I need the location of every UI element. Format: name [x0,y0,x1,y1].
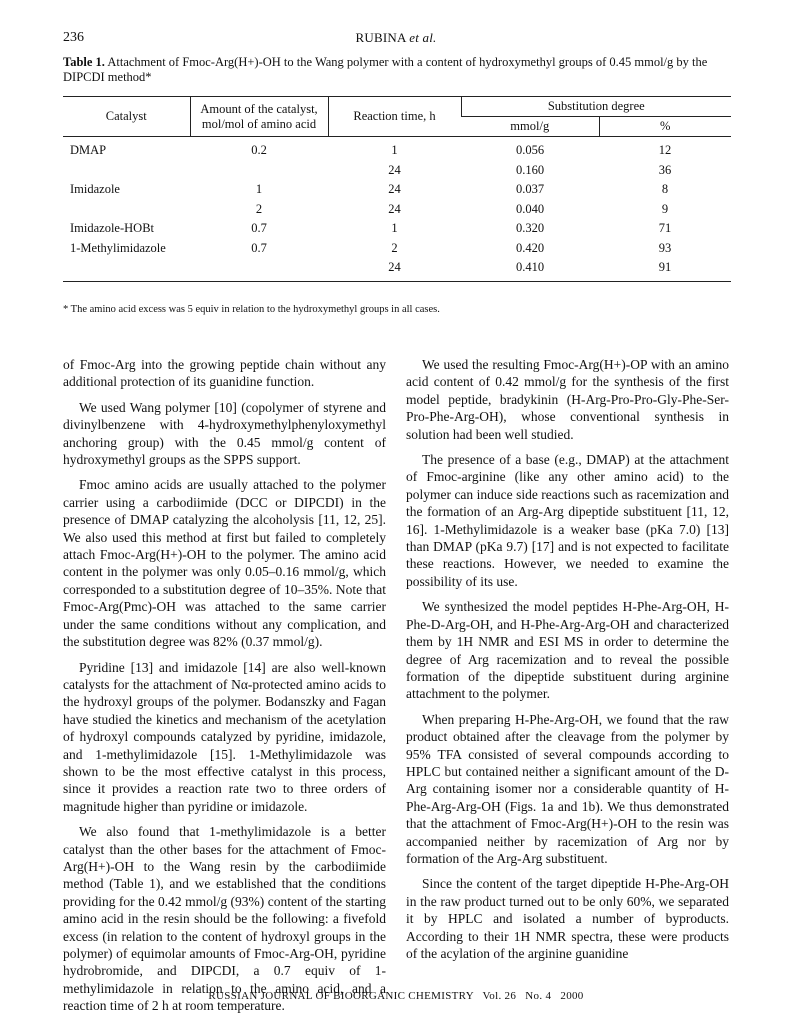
running-head-authors: RUBINA [355,30,406,45]
running-head [0,30,792,46]
paragraph: Pyridine [13] and imidazole [14] are also well-known catalysts for the attachment of Nα-protected amino acids to the hydroxyl groups of the polymer. Bodanszky and Fagan have studied the kinetics and mechanism of the acetylation of hydroxyl compounds catalyzed by pyridine, imidazole, and 1-methylimidazole [15]. 1-Methylimidazole was shown to be the most effective catalyst in this process, since it provides a reaction rate two to three orders of magnitude higher than pyridine or imidazole. [63,659,386,814]
header-substitution: Substitution degree [461,97,731,117]
cell-percent: 12 [658,143,672,157]
table-container [63,96,731,282]
cell-time: 24 [388,162,401,177]
table-footnote: * The amino acid excess was 5 equiv in relation to the hydroxymethyl groups in all cases. [63,304,440,315]
header-amount: Amount of the catalyst, mol/mol of amino acid [190,97,328,137]
cell-catalyst [63,161,190,181]
paragraph: We also found that 1-methylimidazole is a better catalyst than the other bases for the attachment of Fmoc-Arg(H+)-OH to the Wang resin by the carbodiimide method (Table 1), and we established that the conditions providing for the 0.42 mmol/g (93%) content of the starting amino acid in the resin should be the following: a fivefold excess (in relation to the content of hydroxyl groups in the polymer) of equimolar amounts of Fmoc-Arg-OH, pyridine hydrobromide, and DIPCDI, a 0.7 equiv of 1-methylimidazole in relation to the amino acid, and a reaction time of 2 h at room temperature. [63,824,386,1014]
table-row [63,200,731,220]
cell-mmol: 0.410 [461,258,599,281]
cell-percent: 36 [658,162,672,177]
cell-mmol: 0.320 [515,221,545,235]
cell-mmol: 0.037 [515,182,545,196]
cell-time: 24 [328,258,461,281]
cell-catalyst: 1-Methylimidazole [70,240,166,255]
table-row [63,180,731,200]
header-reaction-time: Reaction time, h [328,97,461,137]
cell-mmol: 0.040 [515,201,545,216]
cell-time: 24 [388,182,401,196]
header-percent: % [599,117,731,137]
cell-percent: 93 [658,240,672,255]
paragraph: of Fmoc-Arg into the growing peptide chain without any additional protection of its guanidine function. [63,357,386,390]
paragraph: We used the resulting Fmoc-Arg(H+)-OP with an amino acid content of 0.42 mmol/g for the synthesis of the first model peptide, bradykinin (H-Arg-Pro-Pro-Gly-Phe-Ser-Pro-Phe-Arg-OH), whose conventional synthesis in solution had been well studied. [406,357,729,442]
cell-amount [190,161,328,181]
cell-mmol: 0.160 [515,162,545,177]
cell-amount: 2 [255,201,263,216]
cell-mmol: 0.420 [515,240,545,255]
paragraph: The presence of a base (e.g., DMAP) at the attachment of Fmoc-arginine (like any other amino acid) to the polymer can induce side reactions such as racemization and the formation of an Arg-Arg dipeptide substituent [11, 12, 16]. 1-Methylimidazole is a weaker base (pKa 7.0) [13] than DMAP (pKa 9.7) [17] and is not expected to facilitate these reactions. However, we needed to examine the possibility of its use. [406,452,729,589]
page-number: 236 [63,30,84,45]
cell-catalyst: DMAP [70,143,107,157]
table-caption [63,55,731,85]
table-row [63,219,731,239]
running-head-et-al: et al. [409,30,437,45]
cell-amount: 0.2 [251,143,267,157]
header-catalyst: Catalyst [63,97,190,137]
cell-time: 2 [391,240,398,255]
cell-amount [190,258,328,281]
cell-mmol: 0.056 [515,143,545,157]
paragraph: We synthesized the model peptides H-Phe-Arg-OH, H-Phe-D-Arg-OH, and H-Phe-Arg-Arg-OH and characterized them by 1H NMR and ESI MS in order to determine the degree of Arg racemization and to reveal the possible formation of the dipeptide substituent during arginine attachment to the polymer. [406,599,729,702]
journal-footer: RUSSIAN JOURNAL OF BIOORGANIC CHEMISTRY Vol. 26 No. 4 2000 [208,990,584,1002]
left-column [63,356,386,1023]
table-row [63,258,731,281]
table-row [63,161,731,181]
cell-catalyst [63,200,190,220]
cell-amount: 1 [255,182,263,196]
cell-percent: 71 [658,221,672,235]
results-table [63,96,731,282]
table-caption-text: Attachment of Fmoc-Arg(H+)-OH to the Wang polymer with a content of hydroxymethyl groups of 0.45 mmol/g by the DIPCDI method* [63,55,708,84]
cell-time: 1 [391,143,398,157]
right-column [406,356,729,970]
cell-amount: 0.7 [251,221,267,235]
cell-catalyst [63,258,190,281]
cell-time: 24 [388,201,401,216]
cell-catalyst: Imidazole-HOBt [70,221,155,235]
paragraph: Fmoc amino acids are usually attached to the polymer carrier using a carbodiimide (DCC or DIPCDI) in the presence of DMAP catalyzing the alcoholysis [11, 12, 25]. We also used this method at first but failed to completely attach Fmoc-Arg(H+)-OH to the polymer. The amino acid content in the polymer was only 0.05–0.16 mmol/g, which corresponded to a substitution degree of 10–35%. Note that Fmoc-Arg(Pmc)-OH was attached to the same carrier under the same conditions without any complication, and the substitution degree was 82% (0.37 mmol/g). [63,477,386,650]
paragraph: When preparing H-Phe-Arg-OH, we found that the raw product obtained after the cleavage from the polymer by 95% TFA consisted of several compounds according to HPLC but contained neither a significant amount of the D-Arg containing isomer nor a considerable quantity of H-Phe-Arg-Arg-OH (Figs. 1a and 1b). We thus demonstrated that the attachment of Fmoc-Arg(H+)-OH to the resin was accompanied neither by racemization of Arg nor by formation of the Arg-Arg substituent. [406,711,729,866]
cell-time: 1 [391,221,398,235]
cell-percent: 91 [599,258,731,281]
paragraph: We used Wang polymer [10] (copolymer of styrene and divinylbenzene with 4-hydroxymethylphenyloxymethyl anchoring group) with the 0.45 mmol/g content of hydroxymethyl groups as the SPPS support. [63,399,386,468]
paragraph: Since the content of the target dipeptide H-Phe-Arg-OH in the raw product turned out to be only 60%, we separated it by HPLC and isolated a number of byproducts. According to their 1H NMR spectra, these were products of the acylation of the arginine guanidine [406,876,729,961]
table-row [63,239,731,259]
cell-percent: 8 [661,182,669,196]
table-caption-label: Table 1. [63,55,105,69]
table-row [63,137,731,161]
cell-catalyst: Imidazole [70,182,120,196]
table-body [63,137,731,282]
cell-amount: 0.7 [251,240,267,255]
cell-percent: 9 [661,201,669,216]
header-mmol: mmol/g [461,117,599,137]
